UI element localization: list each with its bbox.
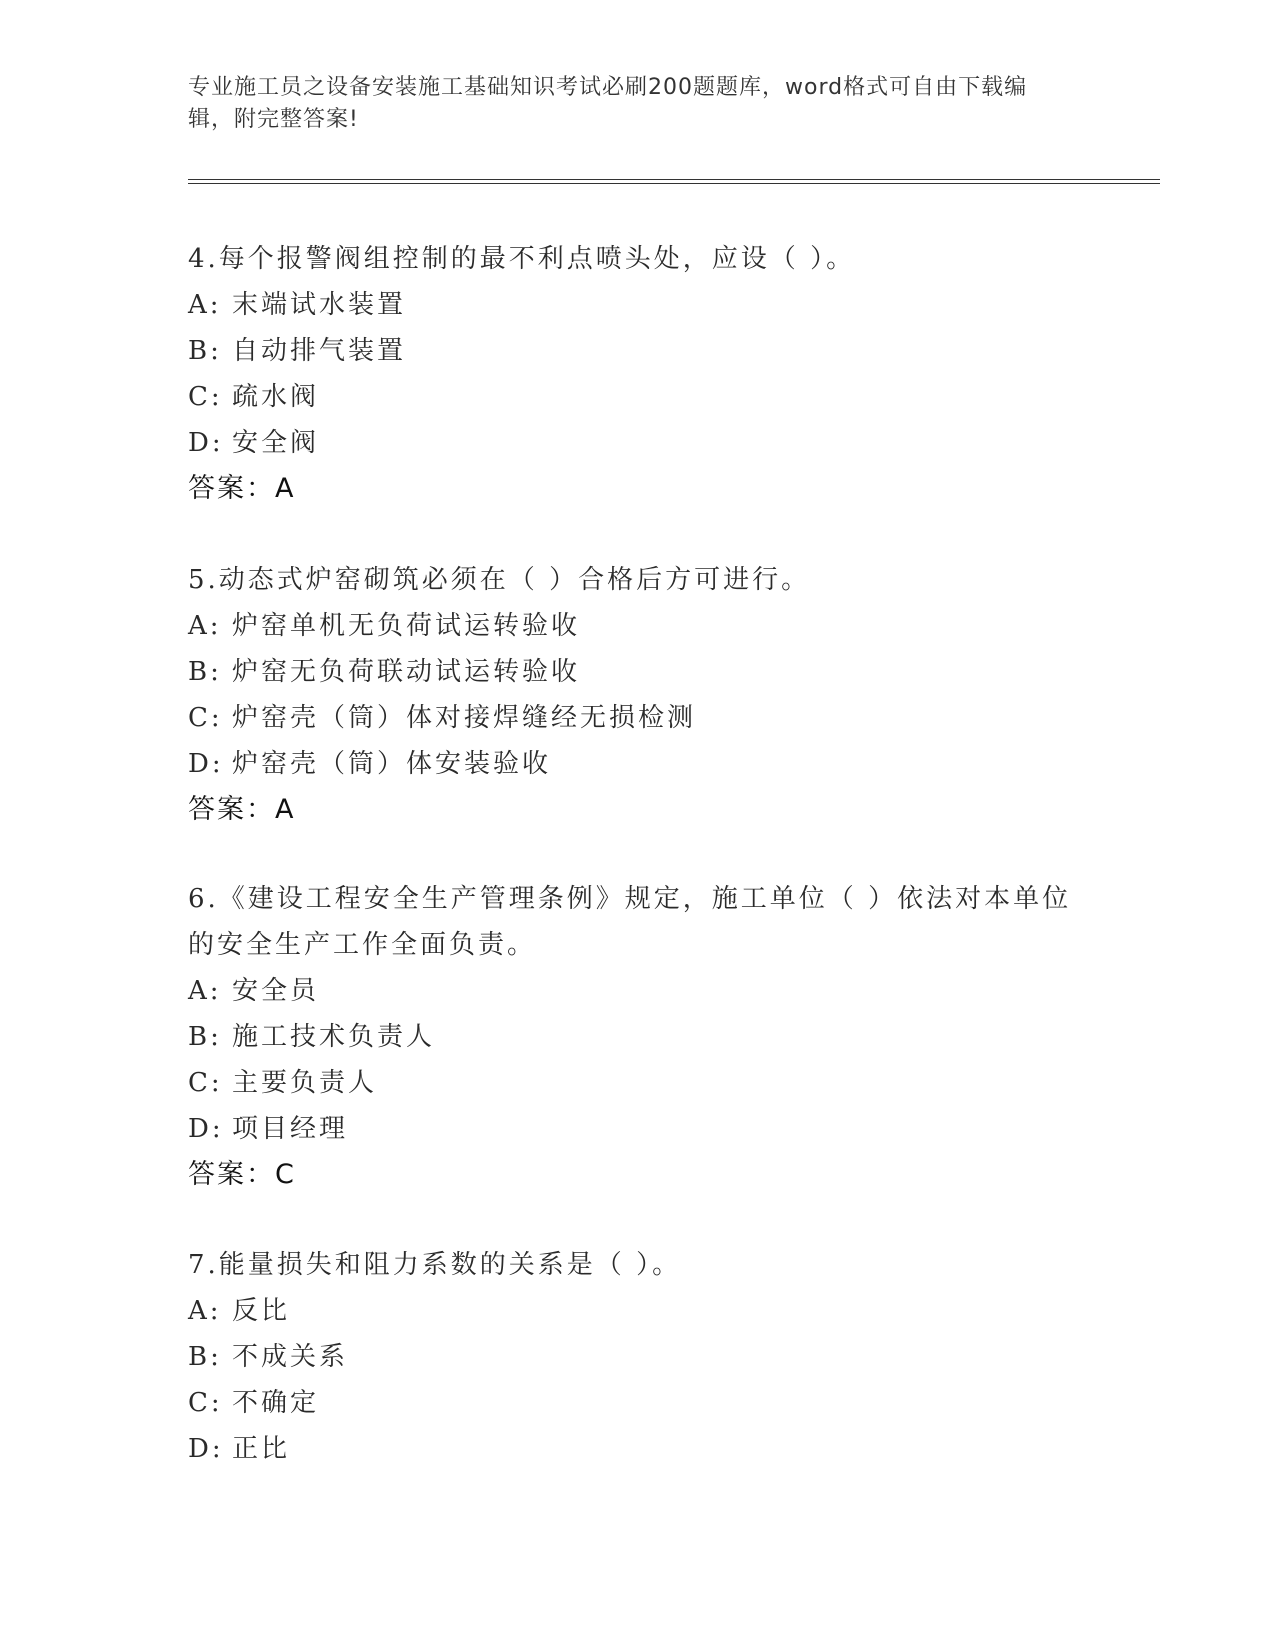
answer-line: 答案：A <box>188 794 296 825</box>
option-letter: D: <box>188 1114 224 1144</box>
option-text: 炉窑壳（筒）体对接焊缝经无损检测 <box>232 703 697 733</box>
option-letter: D: <box>188 1434 224 1464</box>
question-stem: 4.每个报警阀组控制的最不利点喷头处，应设（ ）。 <box>188 244 856 274</box>
question-7 <box>188 1242 1088 1472</box>
option-c <box>188 1380 1088 1426</box>
option-d <box>188 1426 1088 1472</box>
option-text: 疏水阀 <box>232 382 320 412</box>
option-a <box>188 603 1088 649</box>
option-text: 正比 <box>232 1434 291 1464</box>
option-text: 末端试水装置 <box>232 290 407 320</box>
option-letter: C: <box>188 382 223 412</box>
option-text: 炉窑无负荷联动试运转验收 <box>232 657 581 687</box>
header-divider-bottom <box>188 183 1160 184</box>
question-6 <box>188 876 1088 1198</box>
option-text: 反比 <box>232 1296 291 1326</box>
option-c <box>188 1060 1088 1106</box>
question-stem: 7.能量损失和阻力系数的关系是（ ）。 <box>188 1250 682 1280</box>
option-a <box>188 1288 1088 1334</box>
option-text: 自动排气装置 <box>232 336 407 366</box>
option-text: 安全员 <box>232 976 320 1006</box>
option-text: 施工技术负责人 <box>232 1022 436 1052</box>
option-b <box>188 649 1088 695</box>
option-letter: B: <box>188 1022 222 1052</box>
option-letter: D: <box>188 428 224 458</box>
question-stem: 6.《建设工程安全生产管理条例》规定，施工单位（ ）依法对本单位的安全生产工作全面负责。 <box>188 884 1072 960</box>
option-text: 主要负责人 <box>232 1068 378 1098</box>
option-a <box>188 968 1088 1014</box>
option-d <box>188 420 1088 466</box>
option-text: 炉窑单机无负荷试运转验收 <box>232 611 581 641</box>
option-c <box>188 374 1088 420</box>
option-letter: C: <box>188 1068 223 1098</box>
option-letter: D: <box>188 749 224 779</box>
option-letter: C: <box>188 703 223 733</box>
option-d <box>188 1106 1088 1152</box>
option-letter: B: <box>188 336 222 366</box>
option-letter: C: <box>188 1388 223 1418</box>
question-4 <box>188 236 1088 512</box>
option-letter: A: <box>188 290 222 320</box>
answer-line: 答案：A <box>188 473 296 504</box>
option-a <box>188 282 1088 328</box>
option-text: 安全阀 <box>232 428 320 458</box>
option-b <box>188 1014 1088 1060</box>
document-header: 专业施工员之设备安装施工基础知识考试必刷200题题库，word格式可自由下载编辑，附完整答案! <box>188 75 1028 132</box>
option-text: 不确定 <box>232 1388 320 1418</box>
question-stem: 5.动态式炉窑砌筑必须在（ ）合格后方可进行。 <box>188 565 811 595</box>
option-letter: A: <box>188 1296 222 1326</box>
option-letter: B: <box>188 1342 222 1372</box>
option-b <box>188 328 1088 374</box>
option-text: 炉窑壳（筒）体安装验收 <box>232 749 552 779</box>
option-text: 项目经理 <box>232 1114 349 1144</box>
answer-line: 答案：C <box>188 1159 296 1190</box>
header-divider-top <box>188 179 1160 180</box>
option-letter: A: <box>188 976 222 1006</box>
question-5 <box>188 557 1088 833</box>
option-letter: B: <box>188 657 222 687</box>
option-b <box>188 1334 1088 1380</box>
option-c <box>188 695 1088 741</box>
option-text: 不成关系 <box>232 1342 349 1372</box>
option-letter: A: <box>188 611 222 641</box>
option-d <box>188 741 1088 787</box>
